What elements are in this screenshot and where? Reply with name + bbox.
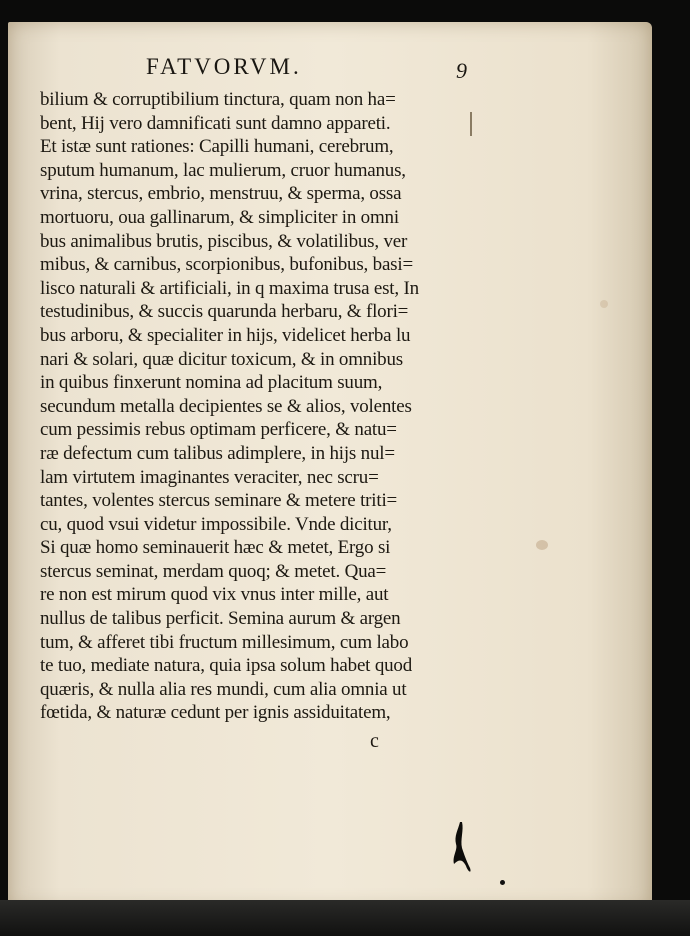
- text-line: te tuo, mediate natura, quia ipsa solum habet quod: [40, 655, 413, 677]
- paper-stain: [536, 540, 548, 550]
- text-line: Et istæ sunt rationes: Capilli humani, cerebrum,: [40, 136, 394, 158]
- text-line: stercus seminat, merdam quoq; & metet. Qua=: [40, 560, 387, 582]
- text-line: tantes, volentes stercus seminare & metere triti=: [40, 490, 398, 512]
- text-line: cu, quod vsui videtur impossibile. Vnde dicitur,: [40, 513, 392, 535]
- page-number: 9: [456, 58, 467, 83]
- signature-mark: c: [370, 730, 379, 752]
- text-line: lisco naturali & artificiali, in q maxima trusa est, In: [40, 277, 419, 299]
- text-line: lam virtutem imaginantes veraciter, nec scru=: [40, 466, 379, 488]
- text-line: cum pessimis rebus optimam perficere, & natu=: [40, 419, 397, 441]
- text-line: bilium & corruptibilium tinctura, quam non ha=: [40, 89, 396, 110]
- ink-mark-icon: [448, 820, 478, 876]
- text-line: sputum humanum, lac mulierum, cruor humanus,: [40, 159, 406, 181]
- text-line: vrina, stercus, embrio, menstruu, & sperma, ossa: [40, 183, 402, 205]
- text-line: mibus, & carnibus, scorpionibus, bufonibus, basi=: [40, 254, 413, 276]
- text-line: mortuoru, oua gallinarum, & simpliciter in omni: [40, 206, 399, 228]
- paper-stain: [600, 300, 608, 308]
- body-text: [40, 88, 480, 725]
- ink-dot: [500, 880, 505, 885]
- text-line: secundum metalla decipientes se & alios, volentes: [40, 395, 412, 417]
- text-line: tum, & afferet tibi fructum millesimum, cum labo: [40, 631, 409, 653]
- text-line: Si quæ homo seminauerit hæc & metet, Ergo si: [40, 537, 391, 559]
- background-strip: [0, 900, 690, 936]
- text-line: fœtida, & naturæ cedunt per ignis assiduitatem,: [40, 702, 391, 724]
- text-line: quæris, & nulla alia res mundi, cum alia omnia ut: [40, 678, 407, 700]
- text-line: testudinibus, & succis quarunda herbaru, & flori=: [40, 301, 409, 323]
- text-line: ræ defectum cum talibus adimplere, in hijs nul=: [40, 442, 395, 464]
- text-line: nari & solari, quæ dicitur toxicum, & in omnibus: [40, 348, 403, 370]
- text-line: nullus de talibus perficit. Semina aurum & argen: [40, 608, 401, 630]
- text-line: re non est mirum quod vix vnus inter mille, aut: [40, 584, 389, 606]
- text-line: in quibus finxerunt nomina ad placitum suum,: [40, 372, 383, 394]
- text-line: bus animalibus brutis, piscibus, & volatilibus, ver: [40, 230, 408, 252]
- text-line: bus arboru, & specialiter in hijs, videlicet herba lu: [40, 324, 411, 346]
- text-line: bent, Hij vero damnificati sunt damno appareti.: [40, 112, 391, 134]
- running-head: FATVORVM.: [146, 54, 302, 79]
